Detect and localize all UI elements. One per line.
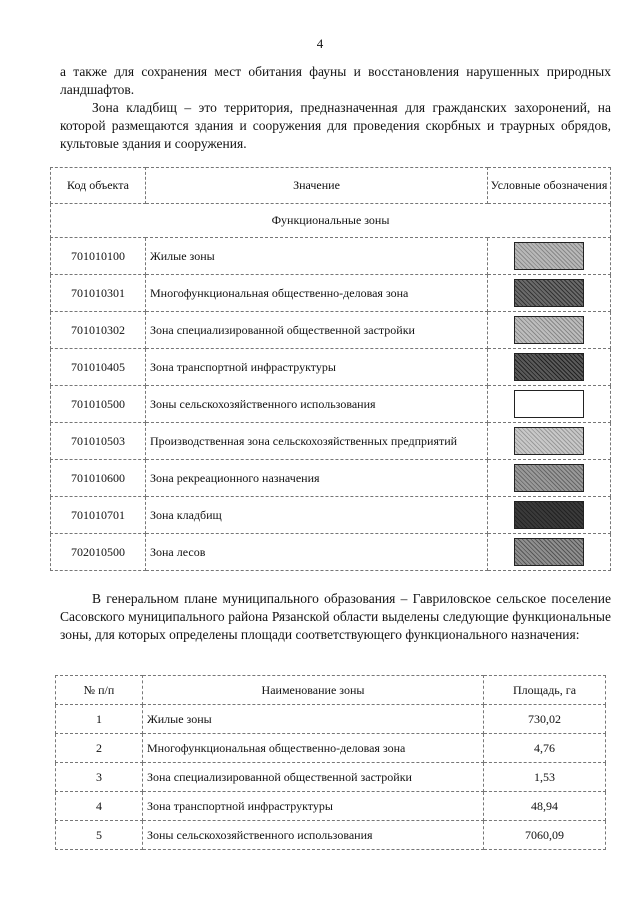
legend-swatch bbox=[514, 501, 584, 529]
zone-area: 730,02 bbox=[484, 705, 606, 734]
zone-name: Жилые зоны bbox=[143, 705, 484, 734]
zone-area: 7060,09 bbox=[484, 821, 606, 850]
table-row bbox=[56, 821, 606, 850]
zone-name: Зона транспортной инфраструктуры bbox=[146, 349, 488, 386]
legend-cell bbox=[488, 497, 611, 534]
table-row bbox=[51, 349, 611, 386]
table-row bbox=[56, 792, 606, 821]
object-code: 701010302 bbox=[51, 312, 146, 349]
row-number: 5 bbox=[56, 821, 143, 850]
zone-area: 4,76 bbox=[484, 734, 606, 763]
object-code: 701010500 bbox=[51, 386, 146, 423]
legend-cell bbox=[488, 275, 611, 312]
object-code: 701010503 bbox=[51, 423, 146, 460]
zone-name: Зона кладбищ bbox=[146, 497, 488, 534]
zone-name: Зона лесов bbox=[146, 534, 488, 571]
paragraph-2: Зона кладбищ – это территория, предназначенная для гражданских захоронений, на которой размещаются здания и сооружения для проведения скорбных и траурных обрядов, культовые здания и сооружения. bbox=[60, 100, 611, 151]
row-number: 3 bbox=[56, 763, 143, 792]
table-header bbox=[51, 168, 611, 204]
page-number: 4 bbox=[316, 36, 324, 51]
table-row bbox=[51, 423, 611, 460]
table-header bbox=[56, 676, 606, 705]
legend-cell bbox=[488, 534, 611, 571]
legend-cell bbox=[488, 312, 611, 349]
zone-name: Жилые зоны bbox=[146, 238, 488, 275]
row-number: 4 bbox=[56, 792, 143, 821]
legend-table bbox=[50, 167, 611, 571]
table-row bbox=[51, 386, 611, 423]
zone-name: Зоны сельскохозяйственного использования bbox=[146, 386, 488, 423]
legend-cell bbox=[488, 423, 611, 460]
header-value: Значение bbox=[146, 168, 488, 204]
legend-swatch bbox=[514, 390, 584, 418]
header-code: Код объекта bbox=[51, 168, 146, 204]
object-code: 701010600 bbox=[51, 460, 146, 497]
legend-swatch bbox=[514, 353, 584, 381]
zone-name: Зона транспортной инфраструктуры bbox=[143, 792, 484, 821]
table-row bbox=[51, 275, 611, 312]
object-code: 701010100 bbox=[51, 238, 146, 275]
legend-cell bbox=[488, 460, 611, 497]
table-row bbox=[51, 238, 611, 275]
paragraph-1: а также для сохранения мест обитания фауны и восстановления нарушенных природных ландшафтов. bbox=[60, 64, 611, 97]
header-area: Площадь, га bbox=[484, 676, 606, 705]
object-code: 701010701 bbox=[51, 497, 146, 534]
legend-swatch bbox=[514, 464, 584, 492]
legend-swatch bbox=[514, 316, 584, 344]
zone-area: 1,53 bbox=[484, 763, 606, 792]
zone-area: 48,94 bbox=[484, 792, 606, 821]
legend-swatch bbox=[514, 427, 584, 455]
legend-cell bbox=[488, 386, 611, 423]
paragraph-3: В генеральном плане муниципального образования – Гавриловское сельское поселение Сасовского муниципального района Рязанской области выделены следующие функциональные зоны, для которых определены площади соответствующего функционального назначения: bbox=[60, 591, 611, 642]
object-code: 702010500 bbox=[51, 534, 146, 571]
zone-name: Производственная зона сельскохозяйственных предприятий bbox=[146, 423, 488, 460]
header-number: № п/п bbox=[56, 676, 143, 705]
legend-cell bbox=[488, 238, 611, 275]
object-code: 701010405 bbox=[51, 349, 146, 386]
legend-swatch bbox=[514, 279, 584, 307]
table-row bbox=[51, 460, 611, 497]
table-row bbox=[51, 497, 611, 534]
header-legend: Условные обозначения bbox=[488, 168, 611, 204]
zone-name: Зона рекреационного назначения bbox=[146, 460, 488, 497]
zone-name: Многофункциональная общественно-деловая зона bbox=[143, 734, 484, 763]
zone-name: Зоны сельскохозяйственного использования bbox=[143, 821, 484, 850]
table-row bbox=[56, 705, 606, 734]
legend-swatch bbox=[514, 538, 584, 566]
zone-name: Многофункциональная общественно-деловая зона bbox=[146, 275, 488, 312]
row-number: 1 bbox=[56, 705, 143, 734]
area-table bbox=[55, 675, 606, 850]
table-row bbox=[56, 763, 606, 792]
section-title: Функциональные зоны bbox=[51, 204, 611, 238]
header-zone-name: Наименование зоны bbox=[143, 676, 484, 705]
table-row bbox=[56, 734, 606, 763]
zone-name: Зона специализированной общественной застройки bbox=[146, 312, 488, 349]
object-code: 701010301 bbox=[51, 275, 146, 312]
row-number: 2 bbox=[56, 734, 143, 763]
zone-name: Зона специализированной общественной застройки bbox=[143, 763, 484, 792]
table-row bbox=[51, 312, 611, 349]
legend-cell bbox=[488, 349, 611, 386]
legend-swatch bbox=[514, 242, 584, 270]
table-row bbox=[51, 534, 611, 571]
